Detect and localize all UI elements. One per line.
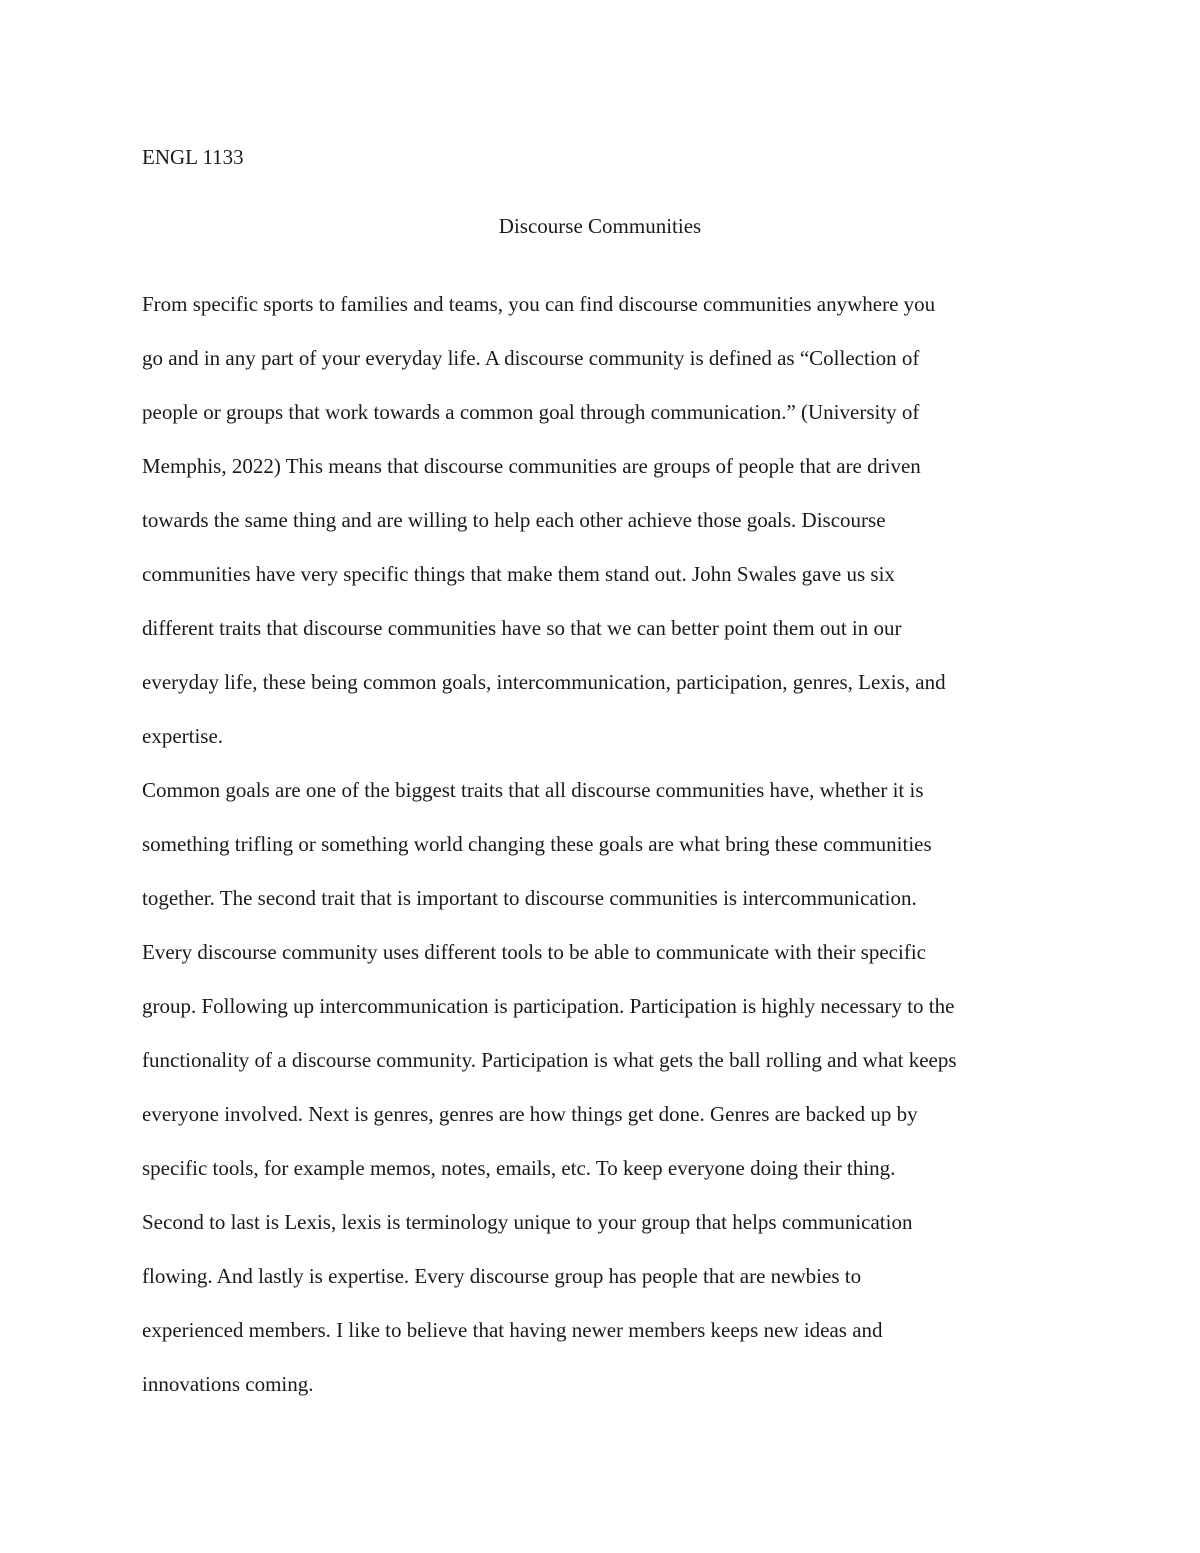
paragraph-line: people or groups that work towards a common goal through communication.” (University of [142,400,920,424]
paragraph-line: something trifling or something world changing these goals are what bring these communities [142,832,932,856]
paragraph-line: communities have very specific things that make them stand out. John Swales gave us six [142,562,895,586]
paragraph-line: From specific sports to families and teams, you can find discourse communities anywhere you [142,292,936,316]
course-code: ENGL 1133 [142,145,244,169]
paragraph-line: everyday life, these being common goals, intercommunication, participation, genres, Lexis, and [142,670,946,694]
paragraph-line: everyone involved. Next is genres, genres are how things get done. Genres are backed up by [142,1102,918,1126]
paragraph-2 [142,763,1072,1411]
paragraph-line: functionality of a discourse community. Participation is what gets the ball rolling and what keeps [142,1048,957,1072]
paragraph-line: Every discourse community uses different tools to be able to communicate with their specific [142,940,926,964]
paragraph-line: different traits that discourse communities have so that we can better point them out in our [142,616,902,640]
paragraph-line: flowing. And lastly is expertise. Every discourse group has people that are newbies to [142,1264,862,1288]
paragraph-1 [142,277,1072,763]
document-title: Discourse Communities [498,214,702,238]
paragraph-line: Second to last is Lexis, lexis is terminology unique to your group that helps communication [142,1210,913,1234]
paragraph-line: expertise. [142,724,224,748]
paragraph-line: towards the same thing and are willing to help each other achieve those goals. Discourse [142,508,886,532]
paragraph-line: innovations coming. [142,1372,314,1396]
paragraph-line: Memphis, 2022) This means that discourse communities are groups of people that are driven [142,454,921,478]
paragraph-line: group. Following up intercommunication is participation. Participation is highly necessary to the [142,994,955,1018]
document-body [142,277,1072,1411]
paragraph-line: together. The second trait that is important to discourse communities is intercommunication. [142,886,917,910]
paragraph-line: experienced members. I like to believe that having newer members keeps new ideas and [142,1318,883,1342]
paragraph-line: specific tools, for example memos, notes, emails, etc. To keep everyone doing their thing. [142,1156,896,1180]
paragraph-line: go and in any part of your everyday life. A discourse community is defined as “Collection of [142,346,920,370]
paragraph-line: Common goals are one of the biggest traits that all discourse communities have, whether it is [142,778,924,802]
